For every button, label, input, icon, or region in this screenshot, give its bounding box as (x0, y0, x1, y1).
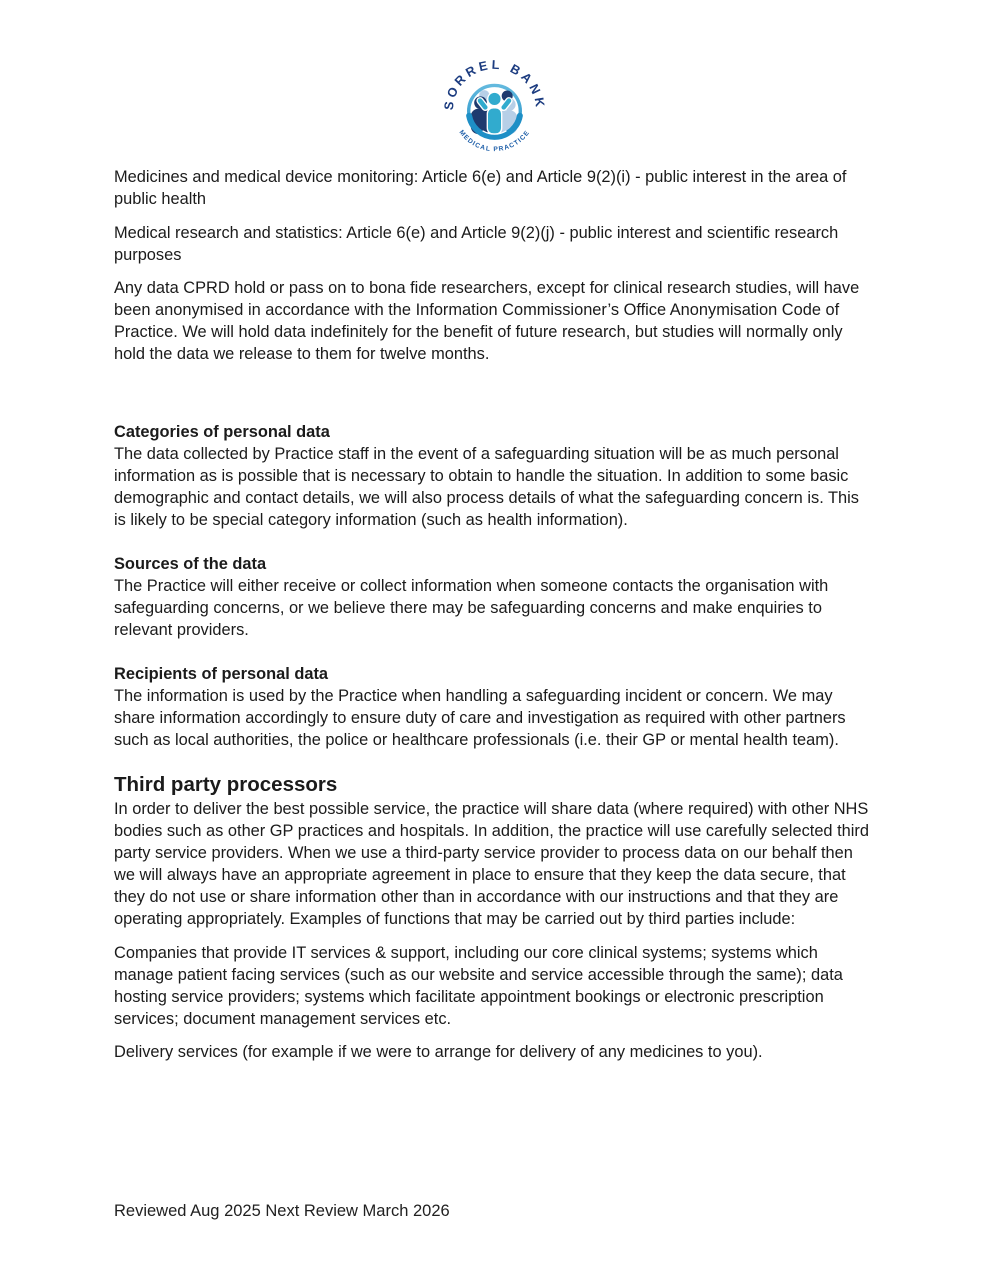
paragraph-third-party-body: In order to deliver the best possible service, the practice will share data (where required) with other NHS bodies such as other GP practices and hospitals. In addition, the practice will use carefully selected third party service providers. When we use a third-party service provider to process data on our behalf then we will always have an appropriate agreement in place to ensure that they keep the data secure, that they do not use or share information other than in accordance with our instructions and that they are operating appropriately. Examples of functions that may be carried out by third parties include: (114, 800, 869, 928)
logo-arc-top-text: SORREL BANK (441, 57, 548, 111)
paragraph-it-companies: Companies that provide IT services & support, including our core clinical systems; systems which manage patient facing services (such as our website and service accessible through the same); data hosting service providers; systems which facilitate appointment bookings or electronic prescription services; document management services etc. (114, 943, 843, 1028)
paragraph-delivery-services: Delivery services (for example if we were to arrange for delivery of any medicines to you). (114, 1043, 763, 1061)
heading-sources-of-the-data: Sources of the data (114, 555, 267, 573)
practice-logo-icon (442, 52, 547, 162)
practice-logo (0, 0, 989, 162)
heading-third-party-processors: Third party processors (114, 773, 338, 796)
paragraph-categories-body: The data collected by Practice staff in the event of a safeguarding situation will be as much personal information as is possible that is necessary to obtain to handle the situation. In addition to some basic demographic and contact details, we will also process details of what the safeguarding concern is. This is likely to be special category information (such as health information). (114, 445, 859, 529)
paragraph-medicines-monitoring: Medicines and medical device monitoring: Article 6(e) and Article 9(2)(i) - public interest in the area of public health (114, 168, 847, 208)
heading-recipients-of-personal-data: Recipients of personal data (114, 665, 329, 683)
heading-categories-of-personal-data: Categories of personal data (114, 423, 330, 441)
paragraph-medical-research: Medical research and statistics: Article 6(e) and Article 9(2)(j) - public interest and scientific research purposes (114, 223, 839, 264)
paragraph-recipients-body: The information is used by the Practice when handling a safeguarding incident or concern. We may share information accordingly to ensure duty of care and investigation as required with other partners such as local authorities, the police or healthcare professionals (i.e. their GP or mental health team). (114, 687, 846, 749)
paragraph-cprd-data: Any data CPRD hold or pass on to bona fide researchers, except for clinical research studies, will have been anonymised in accordance with the Information Commissioner’s Office Anonymisation Code of Practice. We will hold data indefinitely for the benefit of future research, but studies will normally only hold the data we release to them for twelve months. (114, 279, 860, 363)
document-body (114, 166, 874, 1063)
paragraph-sources-body: The Practice will either receive or collect information when someone contacts the organisation with safeguarding concerns, or we believe there may be safeguarding concerns and make enquiries to relevant providers. (114, 577, 829, 639)
review-footer: Reviewed Aug 2025 Next Review March 2026 (114, 1202, 450, 1220)
logo-arc-bottom-text: MEDICAL PRACTICE (457, 129, 532, 154)
